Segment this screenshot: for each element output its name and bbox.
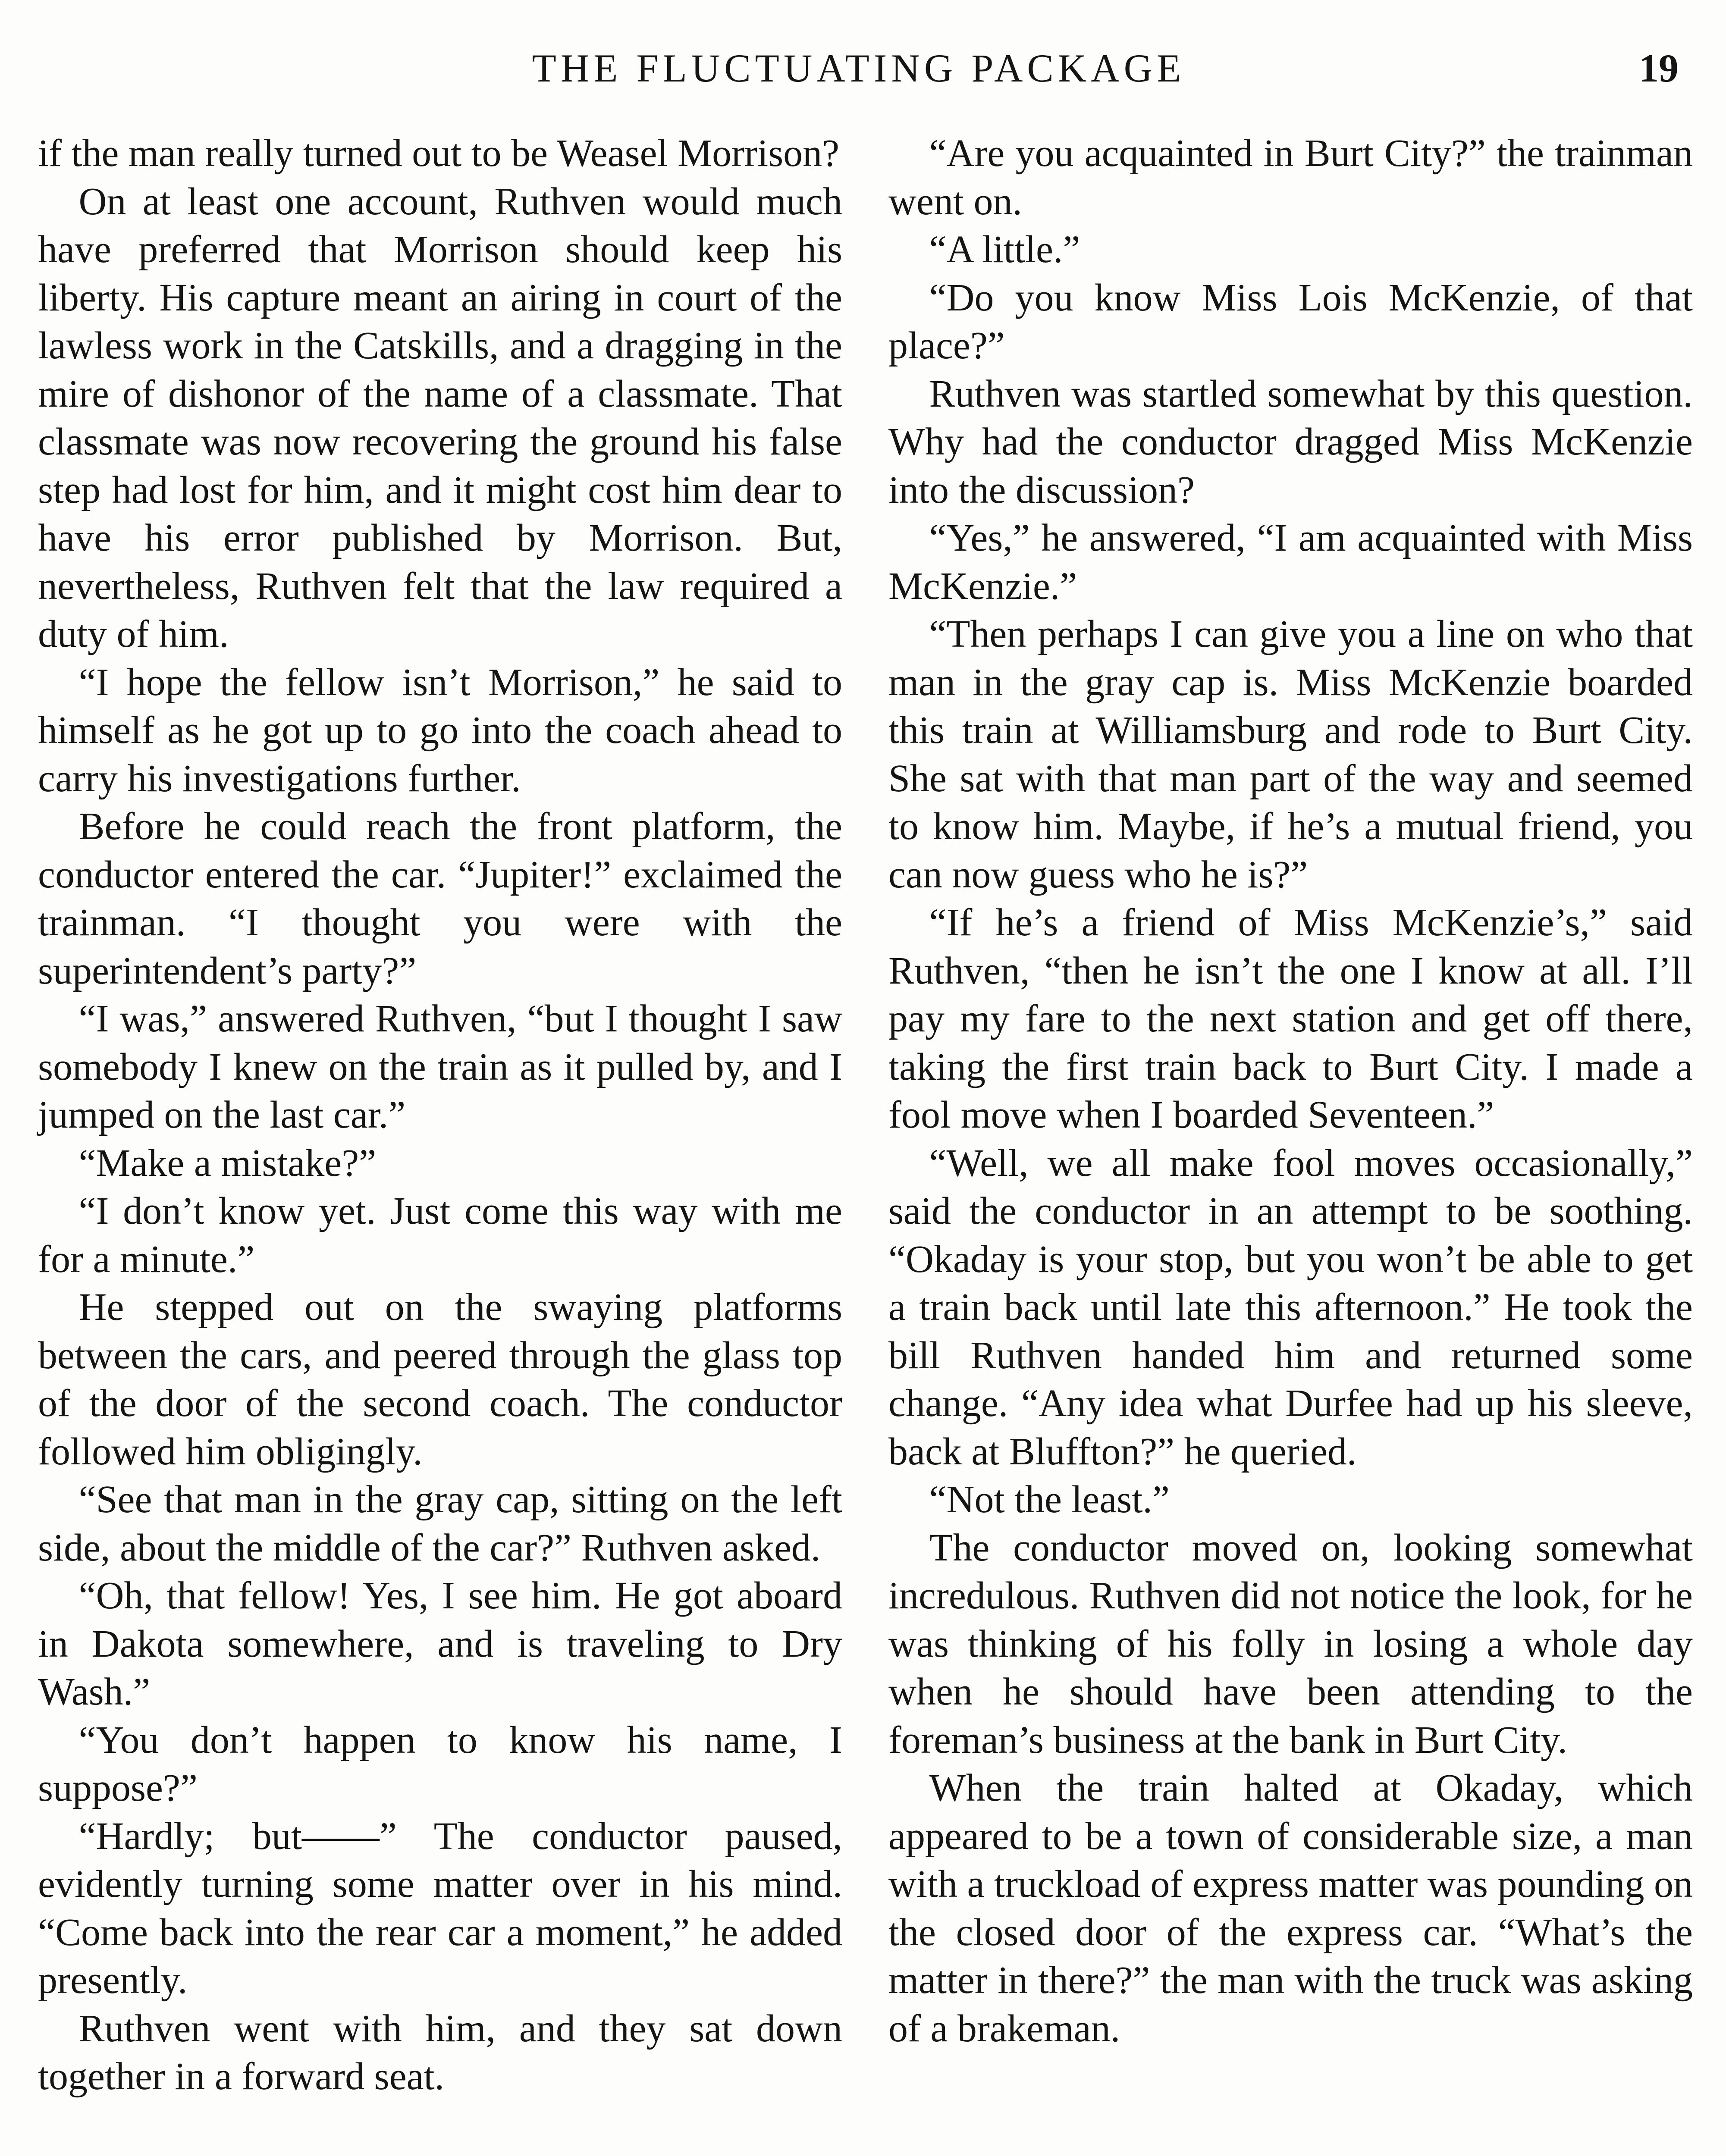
paragraph: “If he’s a friend of Miss McKenzie’s,” said Ruthven, “then he isn’t the one I know at all. I’ll pay my fare to the next station and get off there, taking the first train back to Burt City. I made a fool move when I boarded Seventeen.” [888,901,1693,1136]
paragraph: On at least one account, Ruthven would much have preferred that Morrison should keep his liberty. His capture meant an airing in court of the lawless work in the Catskills, and a dragging in the mire of dishonor of the name of a classmate. That classmate was now recovering the ground his false step had lost for him, and it might cost him dear to have his error published by Morrison. But, nevertheless, Ruthven felt that the law required a duty of him. [38,180,842,655]
paragraph: “See that man in the gray cap, sitting on the left side, about the middle of the car?” Ruthven asked. [38,1478,842,1569]
paragraph: “Hardly; but——” The conductor paused, evidently turning some matter over in his mind. “Come back into the rear car a moment,” he added presently. [38,1814,842,2002]
paragraph: “A little.” [929,228,1080,271]
paragraph: “Then perhaps I can give you a line on who that man in the gray cap is. Miss McKenzie boarded this train at Williamsburg and rode to Burt City. She sat with that man part of the way and seemed to know him. Maybe, if he’s a mutual friend, you can now guess who he is?” [888,613,1693,896]
paragraph: “I don’t know yet. Just come this way with me for a minute.” [38,1190,842,1281]
left-column [38,129,842,2101]
paragraph: The conductor moved on, looking somewhat incredulous. Ruthven did not notice the look, for he was thinking of his folly in losing a whole day when he should have been attending to the foreman’s business at the bank in Burt City. [888,1526,1693,1761]
paragraph: Ruthven was startled somewhat by this question. Why had the conductor dragged Miss McKenzie into the discussion? [888,372,1693,511]
paragraph: “Well, we all make fool moves occasionally,” said the conductor in an attempt to be soothing. “Okaday is your stop, but you won’t be able to get a train back until late this afternoon.” He took the bill Ruthven handed him and returned some change. “Any idea what Durfee had up his sleeve, back at Bluffton?” he queried. [888,1141,1693,1473]
paragraph: “Yes,” he answered, “I am acquainted with Miss McKenzie.” [888,517,1693,608]
paragraph: if the man really turned out to be Weasel Morrison? [38,132,840,175]
paragraph: “Not the least.” [929,1478,1170,1521]
paragraph: “I hope the fellow isn’t Morrison,” he said to himself as he got up to go into the coach ahead to carry his investigations further. [38,661,842,800]
paragraph: Ruthven went with him, and they sat down together in a forward seat. [38,2007,842,2098]
paragraph: “Make a mistake?” [78,1141,377,1185]
right-column [888,129,1693,2053]
paragraph: “Oh, that fellow! Yes, I see him. He got aboard in Dakota somewhere, and is traveling to Dry Wash.” [38,1574,842,1713]
page-number: 19 [1639,46,1679,90]
running-title: THE FLUCTUATING PACKAGE [532,46,1186,90]
paragraph: “Do you know Miss Lois McKenzie, of that place?” [888,276,1693,367]
paragraph: “I was,” answered Ruthven, “but I thought I saw somebody I knew on the train as it pulled by, and I jumped on the last car.” [38,997,842,1136]
paragraph: “You don’t happen to know his name, I suppose?” [38,1718,842,1809]
paragraph: Before he could reach the front platform, the conductor entered the car. “Jupiter!” exclaimed the trainman. “I thought you were with the superintendent’s party?” [38,805,842,992]
running-head [39,42,1679,94]
paragraph: He stepped out on the swaying platforms between the cars, and peered through the glass top of the door of the second coach. The conductor followed him obligingly. [38,1286,842,1473]
paragraph: When the train halted at Okaday, which appeared to be a town of considerable size, a man with a truckload of express matter was pounding on the closed door of the express car. “What’s the matter in there?” the man with the truck was asking of a brakeman. [888,1767,1693,2050]
paragraph: “Are you acquainted in Burt City?” the trainman went on. [888,132,1693,223]
